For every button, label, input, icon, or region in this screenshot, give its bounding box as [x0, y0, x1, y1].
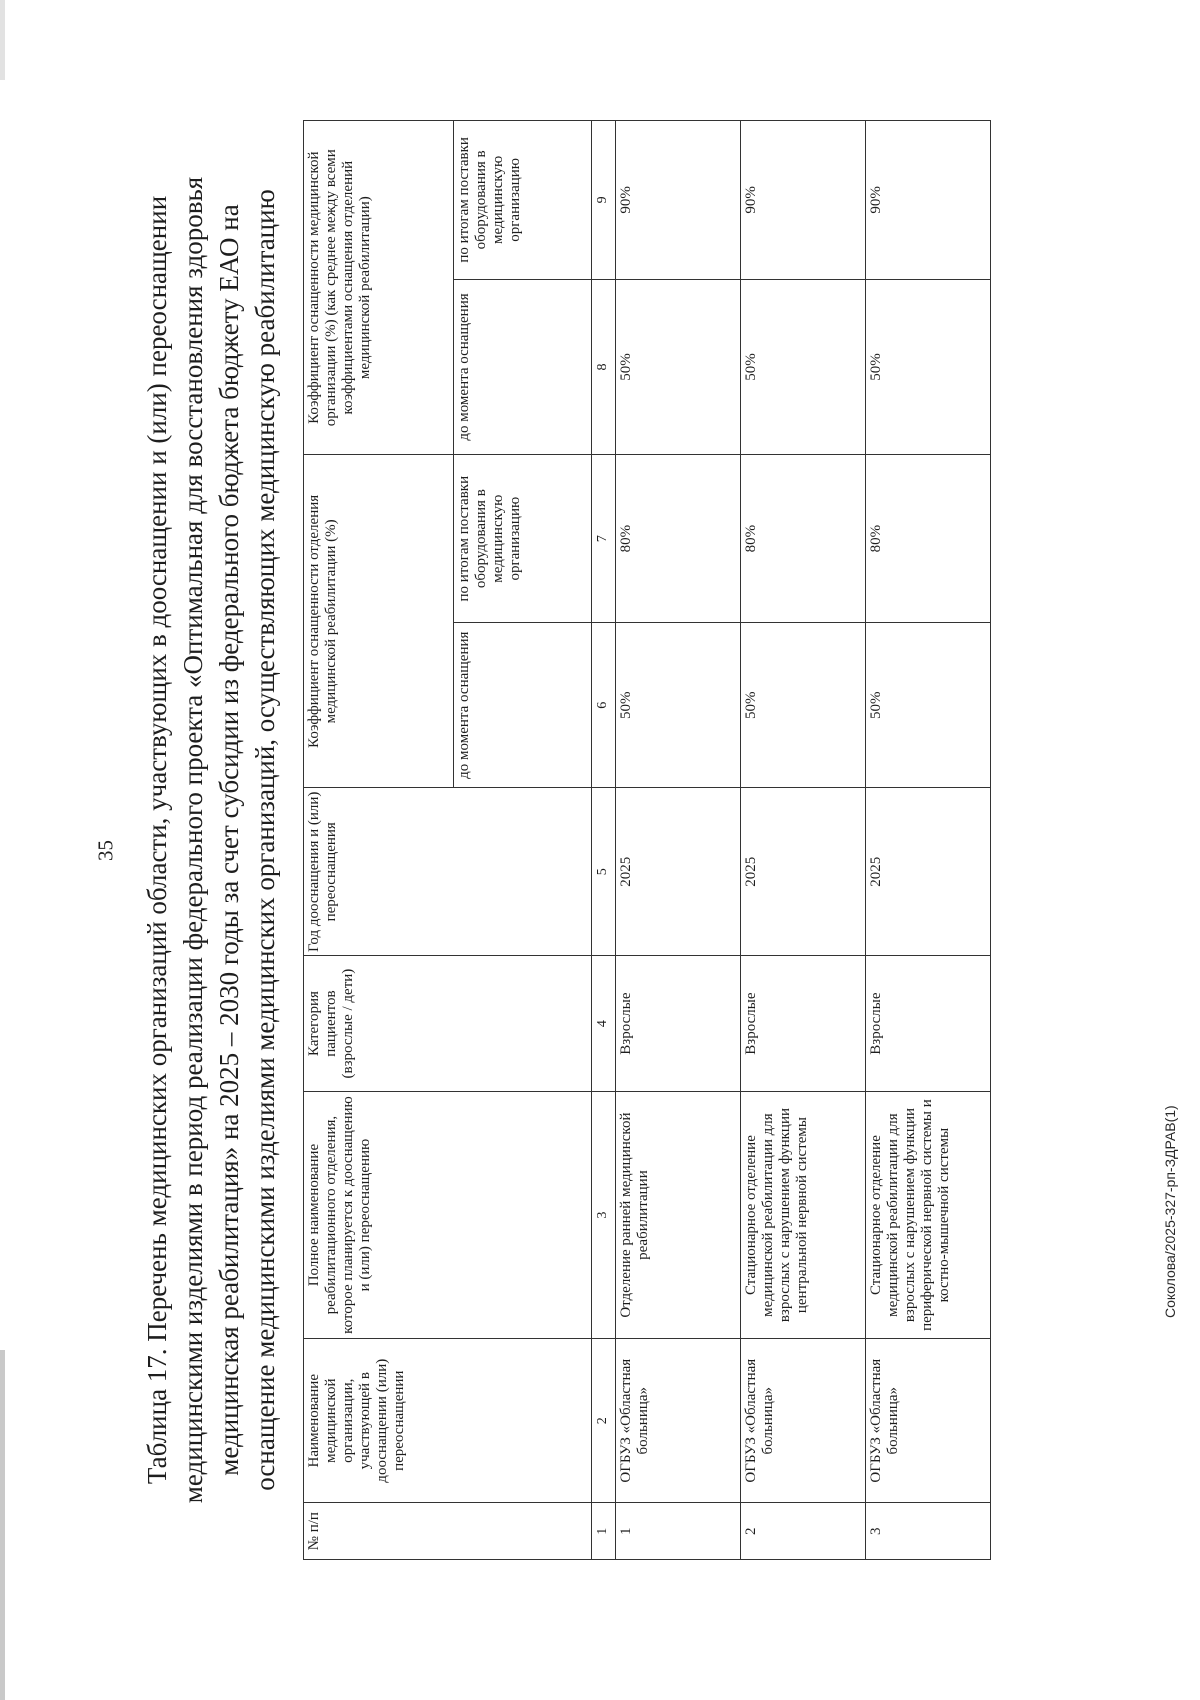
- row-org: ОГБУЗ «Областная больница»: [616, 1339, 741, 1503]
- row-dept: Стационарное отделение медицинской реабилитации для взрослых с нарушением функции периферической нервной системы и костно-мышечной системы: [866, 1092, 991, 1339]
- row-org: ОГБУЗ «Областная больница»: [741, 1339, 866, 1503]
- header-year: Год дооснащения и (или) переоснащения: [304, 788, 592, 956]
- subheader-org-before: до момента оснащения: [454, 279, 592, 455]
- scan-edge-bottom: [0, 1350, 5, 1700]
- row-org-before: 50%: [866, 279, 991, 455]
- row-num: 2: [741, 1503, 866, 1560]
- row-num: 1: [616, 1503, 741, 1560]
- header-category: Категория пациентов (взрослые / дети): [304, 956, 592, 1092]
- row-dept-before: 50%: [741, 623, 866, 788]
- header-org-coef: Коэффициент оснащенности медицинской организации (%) (как среднее между всеми коэффициентами оснащения отделений медицинской реабилитации): [304, 121, 454, 455]
- column-number-row: [592, 121, 616, 1560]
- row-org-before: 50%: [616, 279, 741, 455]
- column-number: 7: [592, 455, 616, 623]
- row-dept-after: 80%: [866, 455, 991, 623]
- row-num: 3: [866, 1503, 991, 1560]
- subheader-dept-before: до момента оснащения: [454, 623, 592, 788]
- column-number: 6: [592, 623, 616, 788]
- table-row: [741, 121, 866, 1560]
- subheader-dept-after: по итогам поставки оборудования в медицинскую организацию: [454, 455, 592, 623]
- row-category: Взрослые: [616, 956, 741, 1092]
- subheader-org-after: по итогам поставки оборудования в медицинскую организацию: [454, 121, 592, 280]
- row-year: 2025: [616, 788, 741, 956]
- equipment-table: [303, 120, 991, 1560]
- header-dept-coef: Коэффициент оснащенности отделения медицинской реабилитации (%): [304, 455, 454, 788]
- row-dept-after: 80%: [741, 455, 866, 623]
- title-line: медицинская реабилитация» на 2025 – 2030 годы за счет субсидии из федерального бюджета бюджету ЕАО на: [214, 204, 244, 1476]
- row-org-before: 50%: [741, 279, 866, 455]
- row-year: 2025: [741, 788, 866, 956]
- column-number: 3: [592, 1092, 616, 1339]
- column-number: 5: [592, 788, 616, 956]
- document-code: Соколова/2025-327-рп-ЗДРАВ(1): [1162, 1105, 1178, 1318]
- row-org: ОГБУЗ «Областная больница»: [866, 1339, 991, 1503]
- column-number: 1: [592, 1503, 616, 1560]
- header-dept: Полное наименование реабилитационного отделения, которое планируется к дооснащению и (или) переоснащению: [304, 1092, 592, 1339]
- header-org: Наименование медицинской организации, участвующей в дооснащении (или) переоснащении: [304, 1339, 592, 1503]
- table-row: [866, 121, 991, 1560]
- title-line: Таблица 17. Перечень медицинских организаций области, участвующих в дооснащении и (или) переоснащении: [142, 195, 172, 1485]
- row-year: 2025: [866, 788, 991, 956]
- table-row: [616, 121, 741, 1560]
- row-org-after: 90%: [866, 121, 991, 280]
- column-number: 4: [592, 956, 616, 1092]
- column-number: 9: [592, 121, 616, 280]
- row-dept: Стационарное отделение медицинской реабилитации для взрослых с нарушением функции центральной нервной системы: [741, 1092, 866, 1339]
- row-category: Взрослые: [741, 956, 866, 1092]
- title-line: медицинскими изделиями в период реализации федерального проекта «Оптимальная для восстановления здоровья: [178, 176, 208, 1504]
- row-dept-before: 50%: [616, 623, 741, 788]
- title-line: оснащение медицинскими изделиями медицинских организаций, осуществляющих медицинскую реабилитацию: [250, 189, 280, 1491]
- header-row: [304, 121, 454, 1560]
- column-number: 2: [592, 1339, 616, 1503]
- page-number: 35: [93, 840, 118, 861]
- row-dept-after: 80%: [616, 455, 741, 623]
- scan-edge-top: [0, 0, 5, 80]
- row-category: Взрослые: [866, 956, 991, 1092]
- row-dept-before: 50%: [866, 623, 991, 788]
- header-num: № п/п: [304, 1503, 592, 1560]
- table-title: [140, 120, 290, 1560]
- row-dept: Отделение ранней медицинской реабилитации: [616, 1092, 741, 1339]
- rotated-page-content: [140, 120, 960, 1560]
- row-org-after: 90%: [741, 121, 866, 280]
- row-org-after: 90%: [616, 121, 741, 280]
- column-number: 8: [592, 279, 616, 455]
